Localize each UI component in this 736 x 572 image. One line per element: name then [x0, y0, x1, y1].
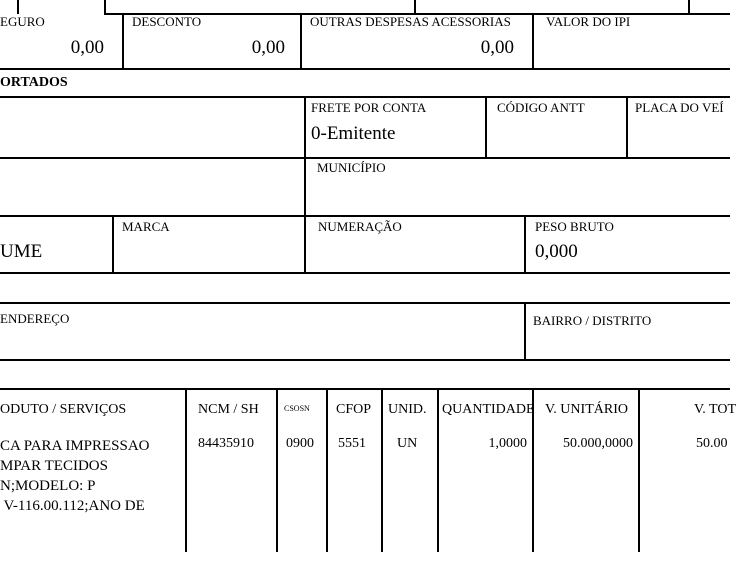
header-unid: UNID. [388, 402, 427, 417]
description-line: V-116.00.112;ANO DE [0, 498, 145, 514]
outras-despesas-value: 0,00 [480, 37, 514, 58]
cell-ncm: 84435910 [198, 436, 254, 451]
header-cfop: CFOP [336, 402, 372, 417]
description-line: N;MODELO: P [0, 478, 96, 494]
cell-quantidade: 1,0000 [488, 436, 527, 451]
row-divider [0, 359, 730, 361]
seguro-value: 0,00 [70, 37, 104, 58]
ipi-label: VALOR DO IPI [546, 14, 631, 29]
peso-bruto-label: PESO BRUTO [535, 219, 614, 234]
frete-value: 0-Emitente [311, 123, 396, 144]
frete-label: FRETE POR CONTA [311, 100, 427, 115]
col-divider [638, 388, 640, 552]
cell-total: 50.00 [696, 436, 728, 451]
seguro-label: EGURO [0, 14, 45, 29]
divider [122, 14, 124, 70]
divider [524, 215, 526, 273]
cell-unitario: 50.000,0000 [563, 436, 633, 451]
header-produto: ODUTO / SERVIÇOS [0, 402, 127, 417]
row-divider [0, 157, 730, 159]
header-unitario: V. UNITÁRIO [545, 402, 628, 417]
row-divider [0, 68, 730, 70]
endereco-label: ENDEREÇO [0, 311, 70, 326]
header-quantidade: QUANTIDADE [442, 402, 535, 417]
marca-label: MARCA [122, 219, 170, 234]
col-divider [437, 388, 439, 552]
outras-despesas-label: OUTRAS DESPESAS ACESSORIAS [310, 14, 511, 29]
divider [300, 14, 302, 70]
peso-bruto-value: 0,000 [535, 241, 578, 262]
table-top-border [0, 388, 730, 390]
especie-value: UME [0, 241, 43, 262]
header-total: V. TOT [694, 402, 736, 417]
cell-unid: UN [397, 436, 418, 451]
divider [524, 302, 526, 360]
header-ncm: NCM / SH [198, 402, 259, 417]
product-description [0, 436, 200, 516]
col-divider [326, 388, 328, 552]
description-line: MPAR TECIDOS [0, 458, 108, 474]
header-csosn: CSOSN [284, 404, 310, 413]
desconto-value: 0,00 [251, 37, 285, 58]
cell-csosn: 0900 [286, 436, 314, 451]
row-divider [0, 272, 730, 274]
numeracao-label: NUMERAÇÃO [318, 219, 402, 234]
antt-label: CÓDIGO ANTT [497, 100, 585, 115]
divider [485, 96, 487, 158]
row-divider [0, 215, 730, 217]
divider [626, 96, 628, 158]
description-line: CA PARA IMPRESSAO [0, 438, 150, 454]
section-title-transportador: ORTADOS [0, 75, 68, 90]
divider [532, 14, 534, 70]
divider [304, 96, 306, 273]
municipio-label: MUNICÍPIO [317, 160, 386, 175]
row-divider [0, 96, 730, 98]
cell-cfop: 5551 [338, 436, 366, 451]
bairro-label: BAIRRO / DISTRITO [533, 313, 652, 328]
col-divider [276, 388, 278, 552]
divider [112, 215, 114, 273]
placa-label: PLACA DO VEÍ [635, 100, 724, 115]
col-divider [381, 388, 383, 552]
desconto-label: DESCONTO [132, 14, 202, 29]
row-divider [0, 302, 730, 304]
